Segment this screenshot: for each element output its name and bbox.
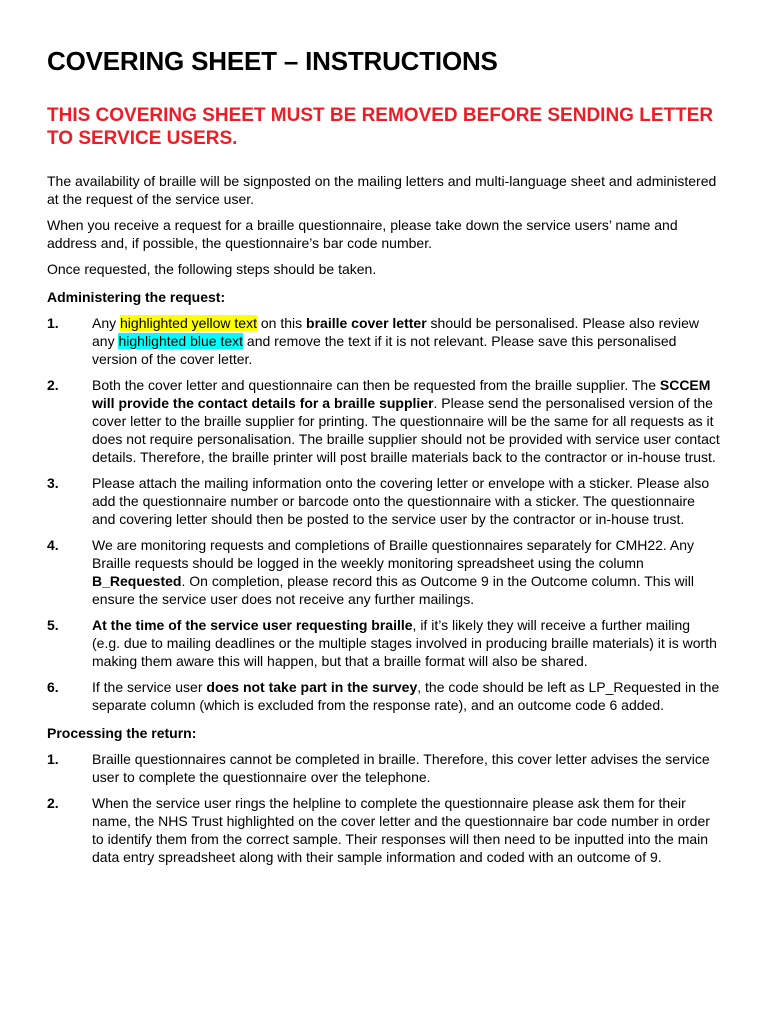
item-text: Any highlighted yellow text on this braille cover letter should be personalised. Please also review any highlighted blue text and remove the text if it is not relevant. Please save this personalised version of the cover letter. [92,315,700,367]
item-number: 1. [47,751,59,767]
intro-paragraph-2: When you receive a request for a braille questionnaire, please take down the service users’ name and address and, if possible, the questionnaire’s bar code number. [47,217,678,251]
item-number: 2. [47,795,59,811]
list-item [47,376,720,466]
list-item [47,794,720,866]
item-number: 4. [47,537,59,553]
item-text: Please attach the mailing information onto the covering letter or envelope with a sticker. Please also add the questionnaire number or barcode onto the questionnaire with a sticker. The questionnaire and covering letter should then be posted to the service user by the contractor or in-house trust. [92,475,710,527]
list-item [47,750,720,786]
list-item [47,474,720,528]
administering-heading: Administering the request: [47,289,226,305]
item-text: We are monitoring requests and completions of Braille questionnaires separately for CMH22. Any Braille requests should be logged in the weekly monitoring spreadsheet using the column B_Requested. On completion, please record this as Outcome 9 in the Outcome column. This will ensure the service user does not receive any further mailings. [92,537,695,607]
processing-list [47,750,720,866]
item-text: Both the cover letter and questionnaire can then be requested from the braille supplier. The SCCEM will provide the contact details for a braille supplier. Please send the personalised version of the cover letter to the braille supplier for printing. The questionnaire will be the same for all requests as it does not require personalisation. The braille supplier should not be provided with service user contact details. Therefore, the braille printer will post braille materials back to the contractor or in-house trust. [92,377,720,465]
intro-paragraph-3: Once requested, the following steps should be taken. [47,261,377,277]
item-number: 3. [47,475,59,491]
list-item [47,616,720,670]
processing-heading: Processing the return: [47,725,197,741]
list-item [47,678,720,714]
removal-warning: THIS COVERING SHEET MUST BE REMOVED BEFORE SENDING LETTER TO SERVICE USERS. [47,105,714,149]
item-number: 5. [47,617,59,633]
item-number: 2. [47,377,59,393]
item-text: When the service user rings the helpline to complete the questionnaire please ask them for their name, the NHS Trust highlighted on the cover letter and the questionnaire bar code number in order to identify them from the correct sample. Their responses will then need to be inputted into the main data entry spreadsheet along with their sample information and coded with an outcome of 9. [92,795,710,865]
item-number: 1. [47,315,59,331]
yellow-highlight: highlighted yellow text [120,315,257,331]
item-text: If the service user does not take part in the survey, the code should be left as LP_Requested in the separate column (which is excluded from the response rate), and an outcome code 6 added. [92,679,720,713]
item-text: At the time of the service user requesting braille, if it’s likely they will receive a further mailing (e.g. due to mailing deadlines or the multiple stages involved in producing braille materials) it is worth making them aware this will happen, but that a braille format will also be shared. [92,617,717,669]
item-number: 6. [47,679,59,695]
blue-highlight: highlighted blue text [118,333,244,349]
list-item [47,536,720,608]
page-title: COVERING SHEET – INSTRUCTIONS [47,46,498,76]
item-text: Braille questionnaires cannot be completed in braille. Therefore, this cover letter advises the service user to complete the questionnaire over the telephone. [92,751,710,785]
intro-paragraph-1: The availability of braille will be signposted on the mailing letters and multi-language sheet and administered at the request of the service user. [47,173,717,207]
administering-list [47,314,720,714]
list-item [47,314,720,368]
